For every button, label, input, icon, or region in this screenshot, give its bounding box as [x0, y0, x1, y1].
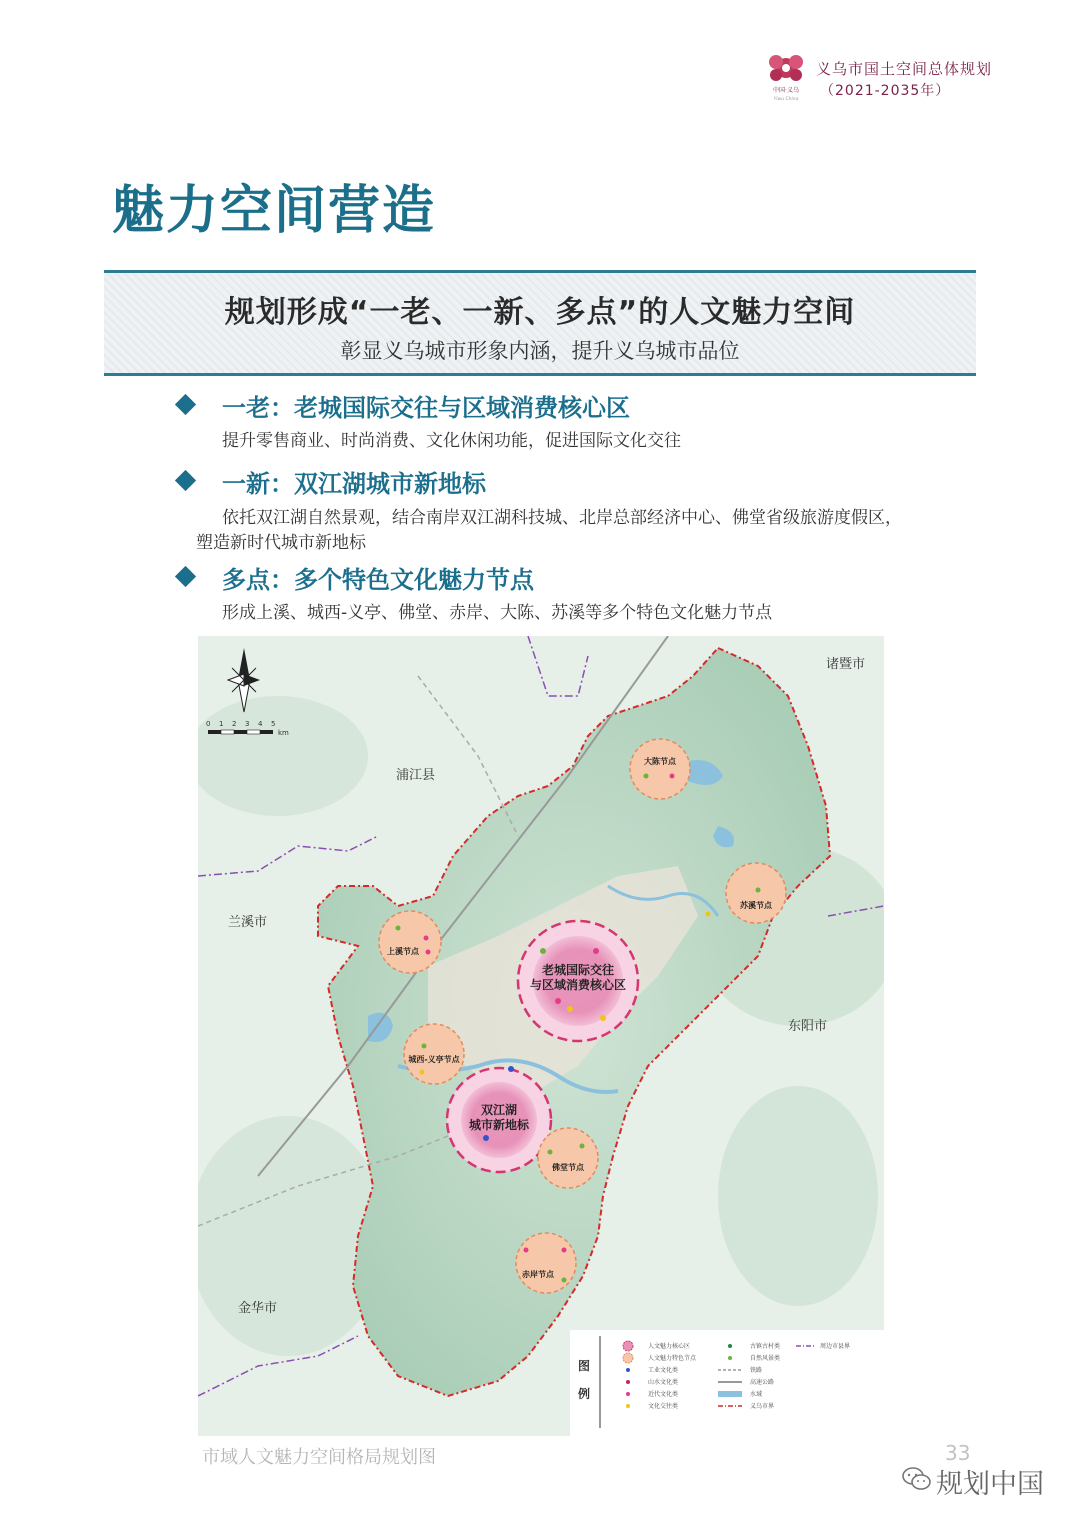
- watermark: 规划中国: [936, 1469, 1044, 1500]
- svg-text:城市新地标: 城市新地标: [468, 1118, 530, 1132]
- svg-text:水域: 水域: [750, 1391, 763, 1398]
- svg-text:城西-义亭节点: 城西-义亭节点: [408, 1055, 460, 1064]
- diamond-bullet-icon: [175, 566, 196, 587]
- section-heading: 一老：老城国际交往与区域消费核心区: [222, 394, 630, 422]
- section-text: 依托双江湖自然景观，结合南岸双江湖科技城、北岸总部经济中心、佛堂省级旅游度假区，: [222, 508, 902, 528]
- node-chian: [516, 1233, 576, 1293]
- svg-text:文化交往类: 文化交往类: [648, 1403, 679, 1410]
- node-shangxi: [379, 911, 441, 973]
- svg-text:佛堂节点: 佛堂节点: [552, 1163, 584, 1172]
- svg-text:km: km: [278, 729, 289, 737]
- banner: [104, 270, 976, 376]
- svg-text:周边市县界: 周边市县界: [820, 1343, 851, 1350]
- neighbor-label: 诸暨市: [826, 657, 866, 672]
- svg-text:苏溪节点: 苏溪节点: [740, 901, 772, 910]
- section-heading: 多点：多个特色文化魅力节点: [222, 566, 534, 594]
- terrain-shade: [718, 1086, 878, 1306]
- page-number: 33: [945, 1441, 971, 1465]
- svg-text:山水文化类: 山水文化类: [648, 1379, 679, 1386]
- svg-text:上溪节点: 上溪节点: [387, 947, 419, 956]
- plan-title: 义乌市国土空间总体规划: [816, 60, 993, 78]
- diamond-bullet-icon: [175, 394, 196, 415]
- node-chengxi-yiting: [404, 1024, 464, 1084]
- svg-text:义乌市界: 义乌市界: [750, 1403, 775, 1410]
- svg-text:1: 1: [219, 720, 224, 728]
- svg-text:人文魅力特色节点: 人文魅力特色节点: [648, 1355, 697, 1362]
- svg-text:古镇古村类: 古镇古村类: [750, 1343, 781, 1350]
- plan-years: （2021-2035年）: [820, 83, 951, 99]
- section-text: 塑造新时代城市新地标: [196, 533, 366, 553]
- svg-text:工业文化类: 工业文化类: [648, 1367, 679, 1374]
- banner-subtitle: 彰显义乌城市形象内涵，提升义乌城市品位: [340, 339, 740, 363]
- map-legend: [570, 1330, 884, 1436]
- svg-text:5: 5: [271, 720, 276, 728]
- svg-text:铁路: 铁路: [750, 1367, 763, 1374]
- svg-text:自然风景类: 自然风景类: [750, 1355, 781, 1362]
- svg-text:图: 图: [578, 1359, 591, 1373]
- svg-text:人文魅力核心区: 人文魅力核心区: [648, 1343, 691, 1350]
- core-old-city: [518, 921, 638, 1041]
- cultural-space-map: [198, 636, 884, 1436]
- node-dachen: [630, 739, 690, 799]
- section-heading: 一新：双江湖城市新地标: [222, 470, 486, 498]
- page-title: 魅力空间营造: [112, 181, 437, 241]
- svg-text:3: 3: [245, 720, 250, 728]
- neighbor-label: 金华市: [238, 1301, 278, 1316]
- wechat-icon: [902, 1466, 932, 1492]
- banner-title: 规划形成“一老、一新、多点”的人文魅力空间: [224, 295, 856, 330]
- svg-text:4: 4: [258, 720, 263, 728]
- svg-text:Yiwu China: Yiwu China: [773, 97, 799, 102]
- svg-text:0: 0: [206, 720, 211, 728]
- yiwu-logo-icon: [762, 48, 810, 104]
- svg-text:中国·义乌: 中国·义乌: [773, 87, 799, 94]
- svg-text:大陈节点: 大陈节点: [644, 757, 676, 766]
- node-fotang: [538, 1128, 598, 1188]
- map-caption: 市域人文魅力空间格局规划图: [202, 1447, 436, 1468]
- svg-text:高速公路: 高速公路: [750, 1379, 775, 1386]
- section-text: 形成上溪、城西-义亭、佛堂、赤岸、大陈、苏溪等多个特色文化魅力节点: [222, 603, 773, 623]
- neighbor-label: 东阳市: [788, 1019, 828, 1034]
- diamond-bullet-icon: [175, 470, 196, 491]
- svg-text:2: 2: [232, 720, 237, 728]
- section-text: 提升零售商业、时尚消费、文化休闲功能，促进国际文化交往: [222, 431, 681, 451]
- svg-text:近代文化类: 近代文化类: [648, 1391, 679, 1398]
- neighbor-label: 兰溪市: [228, 915, 268, 930]
- svg-text:双江湖: 双江湖: [480, 1103, 518, 1117]
- svg-text:例: 例: [578, 1387, 591, 1401]
- svg-text:与区域消费核心区: 与区域消费核心区: [529, 978, 627, 992]
- neighbor-label: 浦江县: [396, 768, 436, 783]
- svg-text:老城国际交往: 老城国际交往: [541, 963, 615, 977]
- svg-text:赤岸节点: 赤岸节点: [522, 1270, 554, 1279]
